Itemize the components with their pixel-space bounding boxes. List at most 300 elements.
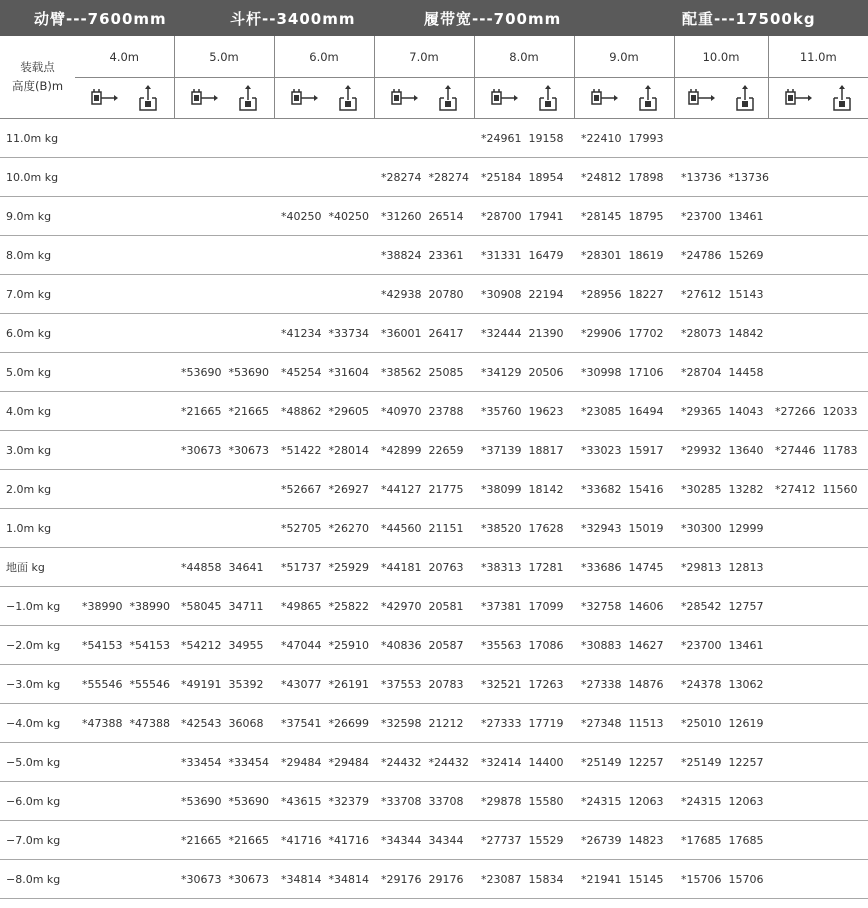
side-capacity-value: 12999 [728,521,764,535]
height-cell: 9.0m kg [0,197,75,236]
front-capacity-value: *13736 [681,170,722,184]
front-capacity-value: *27338 [581,677,622,691]
capacity-cell [75,782,174,821]
side-capacity-value: *41716 [328,833,369,847]
capacity-cell [374,392,474,431]
side-capacity-value: 18619 [628,248,664,262]
side-capacity-value: 15416 [628,482,664,496]
height-label: 高度(B)m [11,79,64,93]
capacity-cell [768,743,868,782]
front-capacity-value: *49865 [281,599,322,613]
side-capacity-value: 14606 [628,599,664,613]
side-capacity-value: 17106 [628,365,664,379]
side-capacity-value: *21665 [228,404,269,418]
side-capacity-value: *26699 [328,716,369,730]
front-capacity-value: *38990 [82,599,123,613]
side-capacity-value: 14400 [528,755,564,769]
front-capacity-value: *29906 [581,326,622,340]
side-capacity-value: *31604 [328,365,369,379]
capacity-cell [374,353,474,392]
capacity-cell [174,119,274,158]
front-capacity-value: *30285 [681,482,722,496]
capacity-cell [768,665,868,704]
capacity-cell [274,119,374,158]
capacity-cell [674,431,768,470]
side-capacity-value: 34955 [228,638,264,652]
table-row [0,392,868,431]
capacity-cell [274,353,374,392]
side-lift-icon [734,84,756,112]
front-capacity-value: *43615 [281,794,322,808]
front-capacity-value: *29176 [381,872,422,886]
front-capacity-value: *27612 [681,287,722,301]
table-row [0,821,868,860]
side-capacity-value: 20780 [428,287,464,301]
capacity-cell [474,509,574,548]
capacity-cell [374,626,474,665]
capacity-cell [574,782,674,821]
table-row [0,704,868,743]
capacity-cell [574,119,674,158]
side-capacity-value: *26191 [328,677,369,691]
table-row [0,236,868,275]
capacity-cell [75,821,174,860]
front-capacity-value: *53690 [181,794,222,808]
capacity-cell [768,509,868,548]
capacity-cell [674,821,768,860]
radius-header: 4.0m [75,36,174,78]
capacity-cell [768,314,868,353]
capacity-cell [374,665,474,704]
side-capacity-value: 20587 [428,638,464,652]
table-row [0,548,868,587]
capacity-cell [374,509,474,548]
table-row [0,470,868,509]
front-capacity-value: *35760 [481,404,522,418]
capacity-cell [574,353,674,392]
side-capacity-value: 14043 [728,404,764,418]
side-capacity-value: 15834 [528,872,564,886]
height-cell: −2.0m kg [0,626,75,665]
capacity-cell [674,470,768,509]
front-capacity-value: *24961 [481,131,522,145]
side-capacity-value: *13736 [728,170,769,184]
side-capacity-value: 26417 [428,326,464,340]
front-capacity-value: *21665 [181,833,222,847]
capacity-cell [274,314,374,353]
side-capacity-value: 33708 [428,794,464,808]
table-row [0,314,868,353]
front-capacity-value: *24378 [681,677,722,691]
side-capacity-value: *21665 [228,833,269,847]
capacity-cell [274,821,374,860]
radius-header: 9.0m [574,36,674,78]
side-capacity-value: 15529 [528,833,564,847]
side-capacity-value: 14627 [628,638,664,652]
capacity-cell [174,431,274,470]
front-capacity-value: *54212 [181,638,222,652]
lift-direction-icons [274,78,374,119]
capacity-cell [474,587,574,626]
capacity-cell [674,587,768,626]
capacity-cell [474,353,574,392]
capacity-cell [768,431,868,470]
capacity-cell [674,782,768,821]
front-capacity-value: *24432 [381,755,422,769]
capacity-cell [574,626,674,665]
front-lift-icon [686,87,716,109]
radius-header: 6.0m [274,36,374,78]
height-cell: 8.0m kg [0,236,75,275]
front-capacity-value: *24786 [681,248,722,262]
capacity-cell [75,353,174,392]
side-capacity-value: 12257 [628,755,664,769]
capacity-cell [768,158,868,197]
capacity-cell [274,431,374,470]
front-capacity-value: *38520 [481,521,522,535]
lift-direction-icons [374,78,474,119]
capacity-cell [674,665,768,704]
side-capacity-value: 15269 [728,248,764,262]
capacity-cell [274,587,374,626]
side-capacity-value: 15019 [628,521,664,535]
front-capacity-value: *26739 [581,833,622,847]
front-capacity-value: *49191 [181,677,222,691]
side-capacity-value: 17263 [528,677,564,691]
capacity-cell [274,860,374,899]
side-capacity-value: 12063 [628,794,664,808]
side-capacity-value: 20783 [428,677,464,691]
capacity-cell [574,158,674,197]
capacity-cell [174,743,274,782]
height-cell: 地面 kg [0,548,75,587]
side-capacity-value: 14876 [628,677,664,691]
side-capacity-value: *25822 [328,599,369,613]
capacity-cell [174,704,274,743]
front-capacity-value: *55546 [82,677,123,691]
side-lift-icon [537,84,559,112]
capacity-cell [174,509,274,548]
front-lift-icon [289,87,319,109]
capacity-cell [474,392,574,431]
front-capacity-value: *42970 [381,599,422,613]
capacity-cell [75,158,174,197]
side-capacity-value: 19158 [528,131,564,145]
capacity-cell [174,626,274,665]
front-capacity-value: *25149 [681,755,722,769]
front-capacity-value: *25184 [481,170,522,184]
table-row [0,158,868,197]
capacity-cell [474,197,574,236]
front-capacity-value: *29932 [681,443,722,457]
front-capacity-value: *36001 [381,326,422,340]
front-capacity-value: *27412 [775,482,816,496]
capacity-cell [674,119,768,158]
front-capacity-value: *33686 [581,560,622,574]
front-capacity-value: *29365 [681,404,722,418]
side-capacity-value: 14458 [728,365,764,379]
front-capacity-value: *41234 [281,326,322,340]
capacity-cell [474,470,574,509]
front-capacity-value: *30300 [681,521,722,535]
capacity-cell [768,704,868,743]
radius-header: 10.0m [674,36,768,78]
capacity-cell [574,236,674,275]
capacity-cell [274,197,374,236]
capacity-cell [75,704,174,743]
side-lift-icon [137,84,159,112]
front-capacity-value: *40836 [381,638,422,652]
capacity-cell [374,236,474,275]
front-capacity-value: *44181 [381,560,422,574]
front-capacity-value: *21665 [181,404,222,418]
capacity-cell [474,548,574,587]
front-capacity-value: *37553 [381,677,422,691]
side-lift-icon [237,84,259,112]
capacity-cell [768,470,868,509]
capacity-cell [75,392,174,431]
spec-header-bar [0,0,868,36]
side-capacity-value: 17941 [528,209,564,223]
front-capacity-value: *35563 [481,638,522,652]
capacity-cell [474,314,574,353]
side-capacity-value: 21212 [428,716,464,730]
side-capacity-value: 11560 [822,482,858,496]
side-capacity-value: 15143 [728,287,764,301]
capacity-cell [574,665,674,704]
side-capacity-value: 14842 [728,326,764,340]
capacity-cell [674,275,768,314]
capacity-cell [674,197,768,236]
capacity-cell [768,119,868,158]
capacity-cell [768,197,868,236]
track-width-label: 履带宽---700mm [424,10,562,28]
side-capacity-value: 21775 [428,482,464,496]
side-capacity-value: 34344 [428,833,464,847]
side-capacity-value: *29605 [328,404,369,418]
side-capacity-value: 23361 [428,248,464,262]
height-cell: 11.0m kg [0,119,75,158]
front-capacity-value: *38313 [481,560,522,574]
capacity-cell [574,431,674,470]
capacity-cell [574,743,674,782]
side-capacity-value: *33734 [328,326,369,340]
front-capacity-value: *28145 [581,209,622,223]
height-cell: −4.0m kg [0,704,75,743]
capacity-cell [574,704,674,743]
lift-direction-icons [75,78,174,119]
height-column-header [0,36,75,119]
capacity-cell [174,860,274,899]
front-capacity-value: *28301 [581,248,622,262]
capacity-cell [768,275,868,314]
front-capacity-value: *29484 [281,755,322,769]
capacity-cell [174,392,274,431]
side-capacity-value: 13062 [728,677,764,691]
capacity-cell [374,275,474,314]
side-capacity-value: *24432 [428,755,469,769]
capacity-cell [174,470,274,509]
front-capacity-value: *27446 [775,443,816,457]
front-capacity-value: *34344 [381,833,422,847]
side-capacity-value: 13640 [728,443,764,457]
front-capacity-value: *45254 [281,365,322,379]
side-capacity-value: 34711 [228,599,264,613]
boom-length-label: 动臂---7600mm [34,10,167,28]
side-capacity-value: *26927 [328,482,369,496]
front-capacity-value: *29878 [481,794,522,808]
side-capacity-value: 17719 [528,716,564,730]
front-capacity-value: *23700 [681,638,722,652]
front-capacity-value: *33454 [181,755,222,769]
side-capacity-value: *34814 [328,872,369,886]
capacity-cell [474,743,574,782]
capacity-cell [274,704,374,743]
front-capacity-value: *44127 [381,482,422,496]
side-capacity-value: *28014 [328,443,369,457]
side-capacity-value: 18817 [528,443,564,457]
capacity-cell [474,119,574,158]
height-cell: 5.0m kg [0,353,75,392]
capacity-cell [374,314,474,353]
capacity-cell [674,353,768,392]
capacity-cell [374,197,474,236]
height-cell: −6.0m kg [0,782,75,821]
front-capacity-value: *23085 [581,404,622,418]
stick-length-label: 斗杆--3400mm [230,10,356,28]
capacity-cell [574,821,674,860]
front-capacity-value: *47044 [281,638,322,652]
side-capacity-value: 12063 [728,794,764,808]
front-capacity-value: *30883 [581,638,622,652]
radius-header: 8.0m [474,36,574,78]
capacity-cell [374,431,474,470]
capacity-cell [174,158,274,197]
side-capacity-value: 12257 [728,755,764,769]
radius-header: 11.0m [768,36,868,78]
side-capacity-value: 15917 [628,443,664,457]
side-capacity-value: *29484 [328,755,369,769]
capacity-cell [574,314,674,353]
side-capacity-value: *33454 [228,755,269,769]
side-capacity-value: 12033 [822,404,858,418]
capacity-cell [474,626,574,665]
side-capacity-value: 20763 [428,560,464,574]
table-row [0,665,868,704]
side-capacity-value: *40250 [328,209,369,223]
capacity-cell [174,821,274,860]
capacity-cell [574,197,674,236]
load-point-label: 装载点 [20,60,55,74]
front-capacity-value: *44560 [381,521,422,535]
capacity-cell [274,470,374,509]
capacity-cell [374,470,474,509]
capacity-cell [474,431,574,470]
side-capacity-value: *30673 [228,443,269,457]
capacity-cell [274,236,374,275]
capacity-cell [374,782,474,821]
side-capacity-value: 15580 [528,794,564,808]
front-lift-icon [783,87,813,109]
front-capacity-value: *38824 [381,248,422,262]
side-capacity-value: 17685 [728,833,764,847]
front-capacity-value: *30673 [181,872,222,886]
side-capacity-value: 14823 [628,833,664,847]
lifting-capacity-table [0,36,868,899]
capacity-cell [75,431,174,470]
capacity-cell [274,626,374,665]
side-capacity-value: 17281 [528,560,564,574]
front-capacity-value: *29813 [681,560,722,574]
capacity-cell [474,782,574,821]
capacity-cell [174,275,274,314]
side-lift-icon [337,84,359,112]
height-cell: −8.0m kg [0,860,75,899]
front-capacity-value: *34814 [281,872,322,886]
table-row [0,431,868,470]
side-capacity-value: 18954 [528,170,564,184]
front-capacity-value: *28700 [481,209,522,223]
side-capacity-value: *26270 [328,521,369,535]
front-capacity-value: *28956 [581,287,622,301]
capacity-cell [574,860,674,899]
front-capacity-value: *31260 [381,209,422,223]
capacity-cell [374,704,474,743]
capacity-cell [174,197,274,236]
front-capacity-value: *47388 [82,716,123,730]
front-capacity-value: *44858 [181,560,222,574]
front-capacity-value: *24315 [681,794,722,808]
front-capacity-value: *32414 [481,755,522,769]
side-capacity-value: 12757 [728,599,764,613]
front-capacity-value: *51737 [281,560,322,574]
capacity-cell [674,860,768,899]
capacity-cell [374,743,474,782]
side-capacity-value: 36068 [228,716,264,730]
side-capacity-value: 17086 [528,638,564,652]
capacity-cell [274,275,374,314]
side-capacity-value: 15706 [728,872,764,886]
lift-direction-icons [174,78,274,119]
side-capacity-value: *55546 [129,677,170,691]
side-capacity-value: *47388 [129,716,170,730]
front-lift-icon [89,87,119,109]
side-capacity-value: 12619 [728,716,764,730]
front-capacity-value: *32758 [581,599,622,613]
front-capacity-value: *27737 [481,833,522,847]
capacity-cell [75,665,174,704]
front-capacity-value: *32444 [481,326,522,340]
side-capacity-value: 29176 [428,872,464,886]
height-cell: −7.0m kg [0,821,75,860]
front-capacity-value: *28542 [681,599,722,613]
capacity-cell [374,821,474,860]
side-lift-icon [831,84,853,112]
front-capacity-value: *32598 [381,716,422,730]
table-row [0,626,868,665]
capacity-cell [674,743,768,782]
front-capacity-value: *25149 [581,755,622,769]
front-capacity-value: *58045 [181,599,222,613]
front-capacity-value: *28274 [381,170,422,184]
radius-header: 7.0m [374,36,474,78]
height-cell: 6.0m kg [0,314,75,353]
side-lift-icon [437,84,459,112]
height-cell: 3.0m kg [0,431,75,470]
side-capacity-value: *25929 [328,560,369,574]
side-capacity-value: 12813 [728,560,764,574]
front-capacity-value: *38099 [481,482,522,496]
